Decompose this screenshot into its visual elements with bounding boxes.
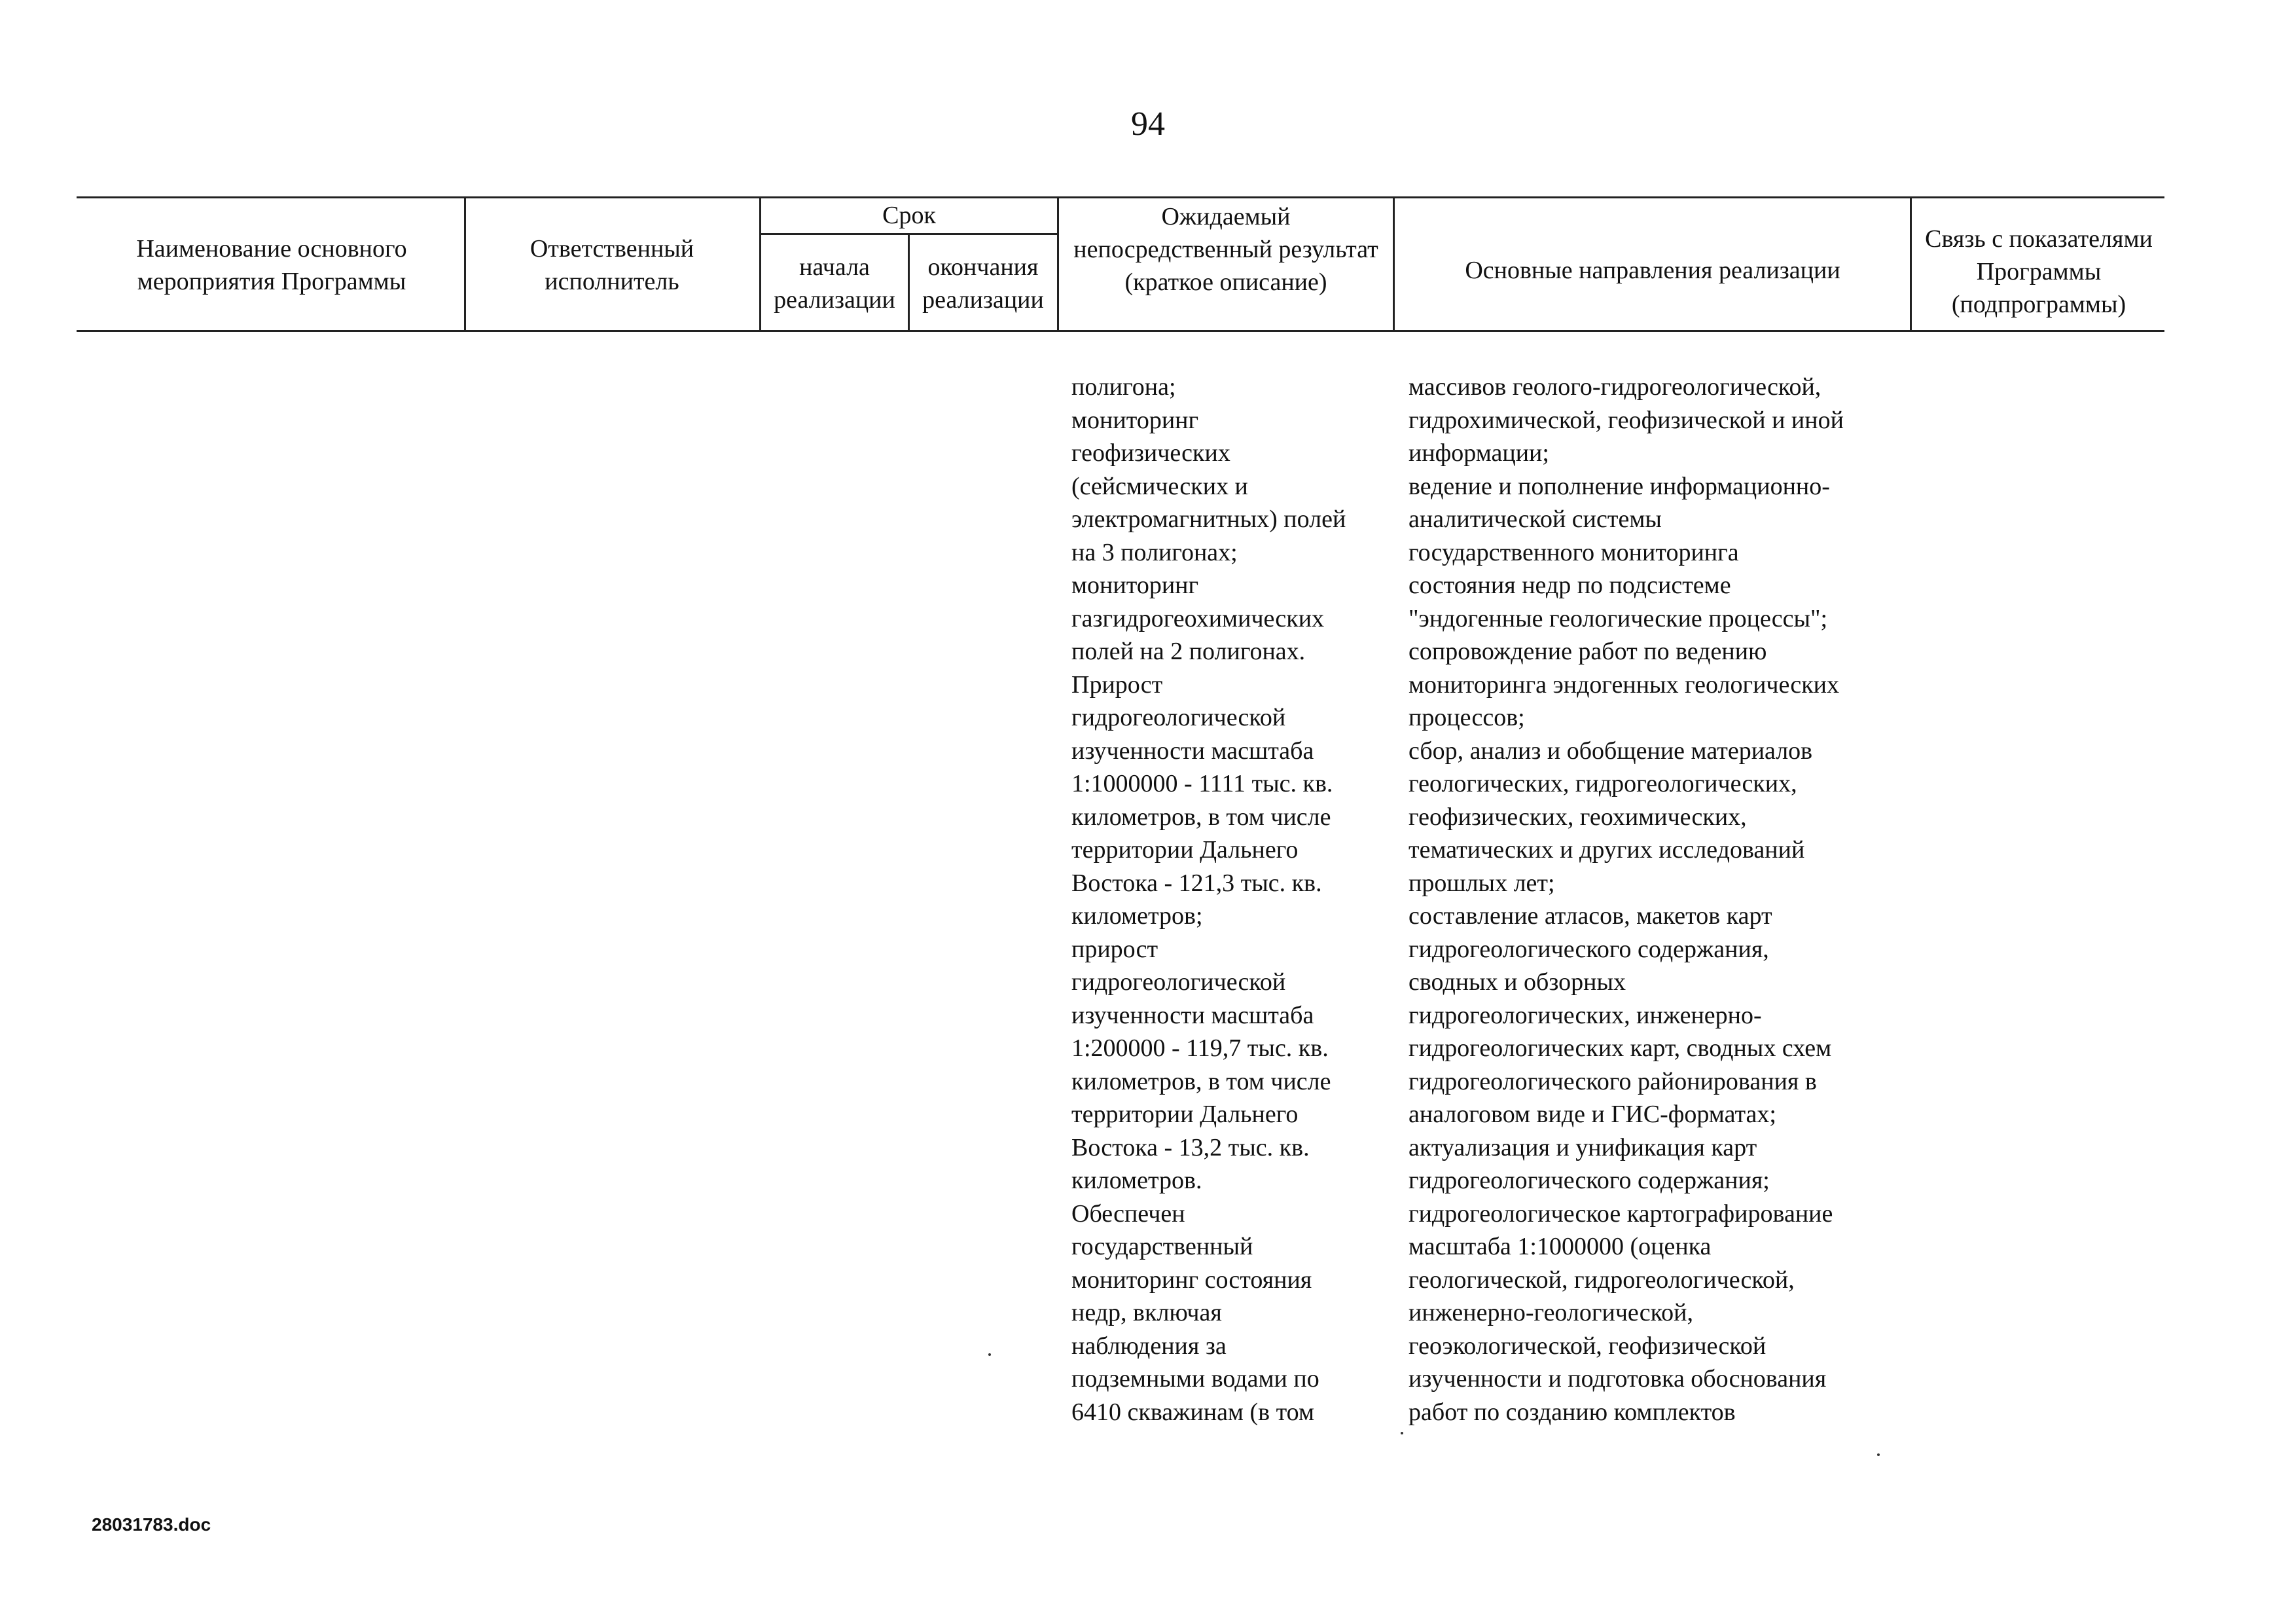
text-line: гидрогеологического содержания; <box>1408 1167 1770 1194</box>
text-line: изученности масштаба <box>1071 1001 1314 1029</box>
table-header-bottom-border <box>77 330 2164 332</box>
page-number: 94 <box>1131 105 1165 143</box>
text-line: прирост <box>1071 935 1158 963</box>
header-start: начала реализации <box>774 253 895 314</box>
text-line: мониторинг состояния <box>1071 1266 1312 1294</box>
header-main-directions: Основные направления реализации <box>1465 257 1840 284</box>
text-line: государственного мониторинга <box>1408 538 1739 566</box>
text-line: актуализация и унификация карт <box>1408 1133 1757 1161</box>
text-line: изученности масштаба <box>1071 737 1314 765</box>
text-line: государственный <box>1071 1233 1253 1260</box>
text-line: (сейсмических и <box>1071 472 1248 500</box>
text-line: на 3 полигонах; <box>1071 538 1238 566</box>
text-line: гидрогеологических, инженерно- <box>1408 1001 1762 1029</box>
text-line: гидрогеологической <box>1071 704 1286 731</box>
column-divider <box>1393 196 1395 332</box>
text-line: геоэкологической, геофизической <box>1408 1332 1767 1360</box>
text-line: километров, в том числе <box>1071 1067 1331 1095</box>
text-line: аналитической системы <box>1408 505 1662 533</box>
text-line: составление атласов, макетов карт <box>1408 902 1772 930</box>
column-divider <box>1057 196 1059 332</box>
text-line: наблюдения за <box>1071 1332 1227 1360</box>
text-line: изученности и подготовка обоснования <box>1408 1365 1827 1393</box>
text-line: работ по созданию комплектов <box>1408 1398 1736 1426</box>
text-line: гидрогеологического районирования в <box>1408 1067 1817 1095</box>
text-line: гидрохимической, геофизической и иной <box>1408 406 1844 434</box>
header-program-activity: Наименование основного мероприятия Программы <box>136 235 407 295</box>
text-line: геофизических <box>1071 439 1230 467</box>
text-line: гидрогеологического содержания, <box>1408 935 1769 963</box>
text-line: полей на 2 полигонах. <box>1071 638 1306 665</box>
text-line: Прирост <box>1071 670 1163 699</box>
column-divider <box>908 233 910 332</box>
header-end: окончания реализации <box>922 253 1044 314</box>
header-term: Срок <box>882 202 936 229</box>
text-line: состояния недр по подсистеме <box>1408 572 1731 599</box>
column-divider <box>464 196 466 332</box>
text-line: "эндогенные геологические процессы"; <box>1408 604 1828 632</box>
expected-result-text <box>1071 371 1386 1429</box>
text-line: аналоговом виде и ГИС-форматах; <box>1408 1101 1776 1128</box>
text-line: полигона; <box>1071 373 1176 401</box>
text-line: километров. <box>1071 1167 1202 1194</box>
text-line: 1:200000 - 119,7 тыс. кв. <box>1071 1034 1329 1062</box>
table-top-border <box>77 196 2164 198</box>
text-line: электромагнитных) полей <box>1071 505 1346 533</box>
document-filename: 28031783.doc <box>92 1514 211 1535</box>
text-line: недр, включая <box>1071 1299 1222 1326</box>
text-line: геофизических, геохимических, <box>1408 803 1747 831</box>
scan-speck <box>1401 1432 1403 1434</box>
text-line: подземными водами по <box>1071 1365 1319 1393</box>
text-line: сопровождение работ по ведению <box>1408 638 1767 665</box>
text-line: мониторинг <box>1071 572 1199 599</box>
text-line: гидрогеологических карт, сводных схем <box>1408 1034 1832 1062</box>
main-directions-text <box>1408 371 1906 1429</box>
text-line: сбор, анализ и обобщение материалов <box>1408 737 1813 765</box>
text-line: гидрогеологическое картографирование <box>1408 1199 1833 1228</box>
header-program-indicators: Связь с показателями Программы (подпрограммы) <box>1925 225 2153 318</box>
text-line: геологических, гидрогеологических, <box>1408 770 1797 797</box>
column-divider <box>759 196 761 332</box>
text-line: 6410 скважинам (в том <box>1071 1398 1315 1426</box>
text-line: километров; <box>1071 902 1203 930</box>
text-line: ведение и пополнение информационно- <box>1408 472 1830 500</box>
text-line: информации; <box>1408 439 1549 467</box>
scan-speck <box>988 1353 991 1356</box>
text-line: тематических и других исследований <box>1408 836 1805 864</box>
text-line: процессов; <box>1408 704 1525 731</box>
text-line: мониторинга эндогенных геологических <box>1408 670 1840 699</box>
text-line: гидрогеологической <box>1071 968 1286 996</box>
text-line: Обеспечен <box>1071 1199 1185 1228</box>
scan-speck <box>1877 1453 1880 1456</box>
text-line: мониторинг <box>1071 406 1199 434</box>
text-line: масштаба 1:1000000 (оценка <box>1408 1233 1712 1260</box>
header-expected-result: Ожидаемый непосредственный результат (краткое описание) <box>1073 203 1378 296</box>
text-line: Востока - 13,2 тыс. кв. <box>1071 1133 1310 1161</box>
text-line: газгидрогеохимических <box>1071 604 1325 632</box>
text-line: прошлых лет; <box>1408 869 1555 897</box>
text-line: территории Дальнего <box>1071 1101 1299 1128</box>
column-divider <box>1910 196 1912 332</box>
text-line: инженерно-геологической, <box>1408 1299 1693 1326</box>
text-line: массивов геолого-гидрогеологической, <box>1408 373 1821 401</box>
text-line: территории Дальнего <box>1071 836 1299 864</box>
text-line: 1:1000000 - 1111 тыс. кв. <box>1071 770 1333 797</box>
text-line: Востока - 121,3 тыс. кв. <box>1071 869 1322 897</box>
text-line: геологической, гидрогеологической, <box>1408 1266 1795 1294</box>
text-line: сводных и обзорных <box>1408 968 1626 996</box>
text-line: километров, в том числе <box>1071 803 1331 831</box>
header-responsible-executor: Ответственный исполнитель <box>529 235 694 295</box>
